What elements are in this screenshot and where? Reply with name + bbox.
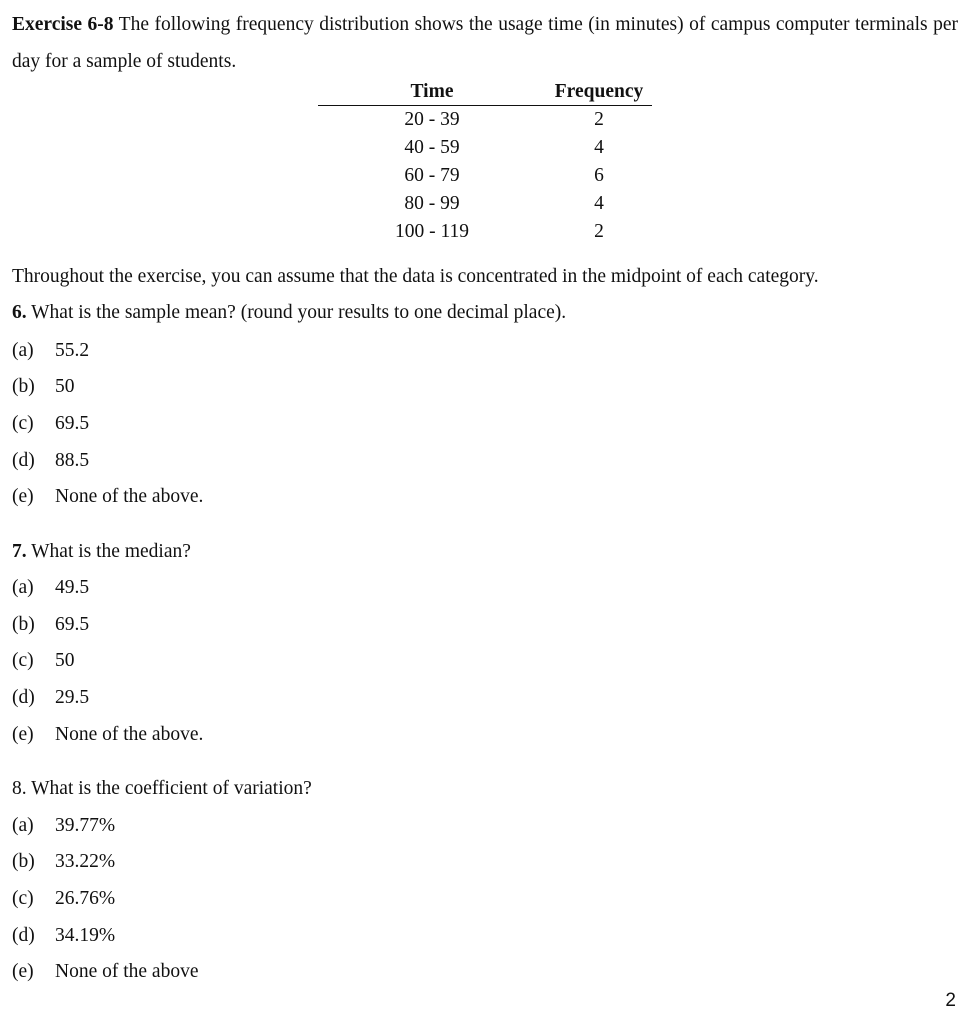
option-text: 69.5 [55, 413, 90, 434]
option-8b[interactable] [12, 851, 115, 873]
time-cell: 100 - 119 [394, 221, 470, 242]
header-frequency: Frequency [546, 78, 652, 106]
option-label: (c) [12, 413, 34, 434]
option-7b[interactable] [12, 614, 89, 636]
option-label: (a) [12, 815, 34, 836]
option-label: (d) [12, 450, 35, 471]
exercise-text: The following frequency distribution shows the usage time (in minutes) of campus computer terminals per day for a sample of students. [12, 14, 958, 72]
question-6 [12, 302, 566, 324]
exercise-label: Exercise 6-8 [12, 14, 114, 35]
option-text: None of the above. [55, 486, 204, 507]
option-label: (e) [12, 724, 34, 745]
time-cell: 20 - 39 [404, 109, 460, 130]
option-text: None of the above [55, 961, 199, 982]
option-text: 49.5 [55, 577, 90, 598]
option-text: 88.5 [55, 450, 90, 471]
table-header-row [318, 78, 652, 106]
option-6c[interactable] [12, 413, 89, 435]
option-label: (e) [12, 961, 34, 982]
option-6d[interactable] [12, 450, 89, 472]
option-label: (a) [12, 577, 34, 598]
option-8a[interactable] [12, 815, 115, 837]
time-cell: 60 - 79 [404, 165, 460, 186]
frequency-cell: 2 [594, 109, 604, 130]
option-text: 33.22% [55, 851, 116, 872]
option-text: 50 [55, 650, 75, 671]
time-cell: 40 - 59 [404, 137, 460, 158]
option-text: 26.76% [55, 888, 116, 909]
option-label: (b) [12, 851, 35, 872]
table-row [318, 218, 652, 246]
question-number: 8. [12, 778, 27, 799]
option-7d[interactable] [12, 687, 89, 709]
option-8c[interactable] [12, 888, 115, 910]
option-label: (b) [12, 376, 35, 397]
frequency-cell: 2 [594, 221, 604, 242]
option-label: (d) [12, 925, 35, 946]
option-7a[interactable] [12, 577, 89, 599]
option-text: 55.2 [55, 340, 90, 361]
option-label: (c) [12, 888, 34, 909]
question-text: What is the median? [26, 541, 191, 562]
question-number: 6. [12, 302, 27, 323]
option-8d[interactable] [12, 925, 115, 947]
assumption-text: Throughout the exercise, you can assume that the data is concentrated in the midpoint of each category. [12, 266, 819, 287]
question-8 [12, 778, 312, 800]
option-6e[interactable] [12, 486, 203, 508]
option-text: None of the above. [55, 724, 204, 745]
table-row [318, 106, 652, 135]
option-6b[interactable] [12, 376, 75, 398]
option-text: 69.5 [55, 614, 90, 635]
option-7e[interactable] [12, 724, 203, 746]
question-number: 7. [12, 541, 27, 562]
option-label: (a) [12, 340, 34, 361]
option-text: 29.5 [55, 687, 90, 708]
option-7c[interactable] [12, 650, 75, 672]
option-label: (d) [12, 687, 35, 708]
option-label: (e) [12, 486, 34, 507]
table-row [318, 162, 652, 190]
header-time: Time [318, 78, 546, 106]
time-cell: 80 - 99 [404, 193, 460, 214]
question-text: What is the sample mean? (round your results to one decimal place). [26, 302, 567, 323]
table-row [318, 190, 652, 218]
exercise-intro [12, 6, 958, 80]
question-7 [12, 541, 191, 563]
question-text: What is the coefficient of variation? [26, 778, 312, 799]
frequency-cell: 6 [594, 165, 604, 186]
option-label: (c) [12, 650, 34, 671]
option-6a[interactable] [12, 340, 89, 362]
option-text: 39.77% [55, 815, 116, 836]
frequency-table [318, 78, 652, 246]
frequency-cell: 4 [594, 137, 604, 158]
option-label: (b) [12, 614, 35, 635]
frequency-cell: 4 [594, 193, 604, 214]
option-text: 50 [55, 376, 75, 397]
option-8e[interactable] [12, 961, 199, 983]
page-number: 2 [945, 990, 956, 1011]
option-text: 34.19% [55, 925, 116, 946]
table-row [318, 134, 652, 162]
